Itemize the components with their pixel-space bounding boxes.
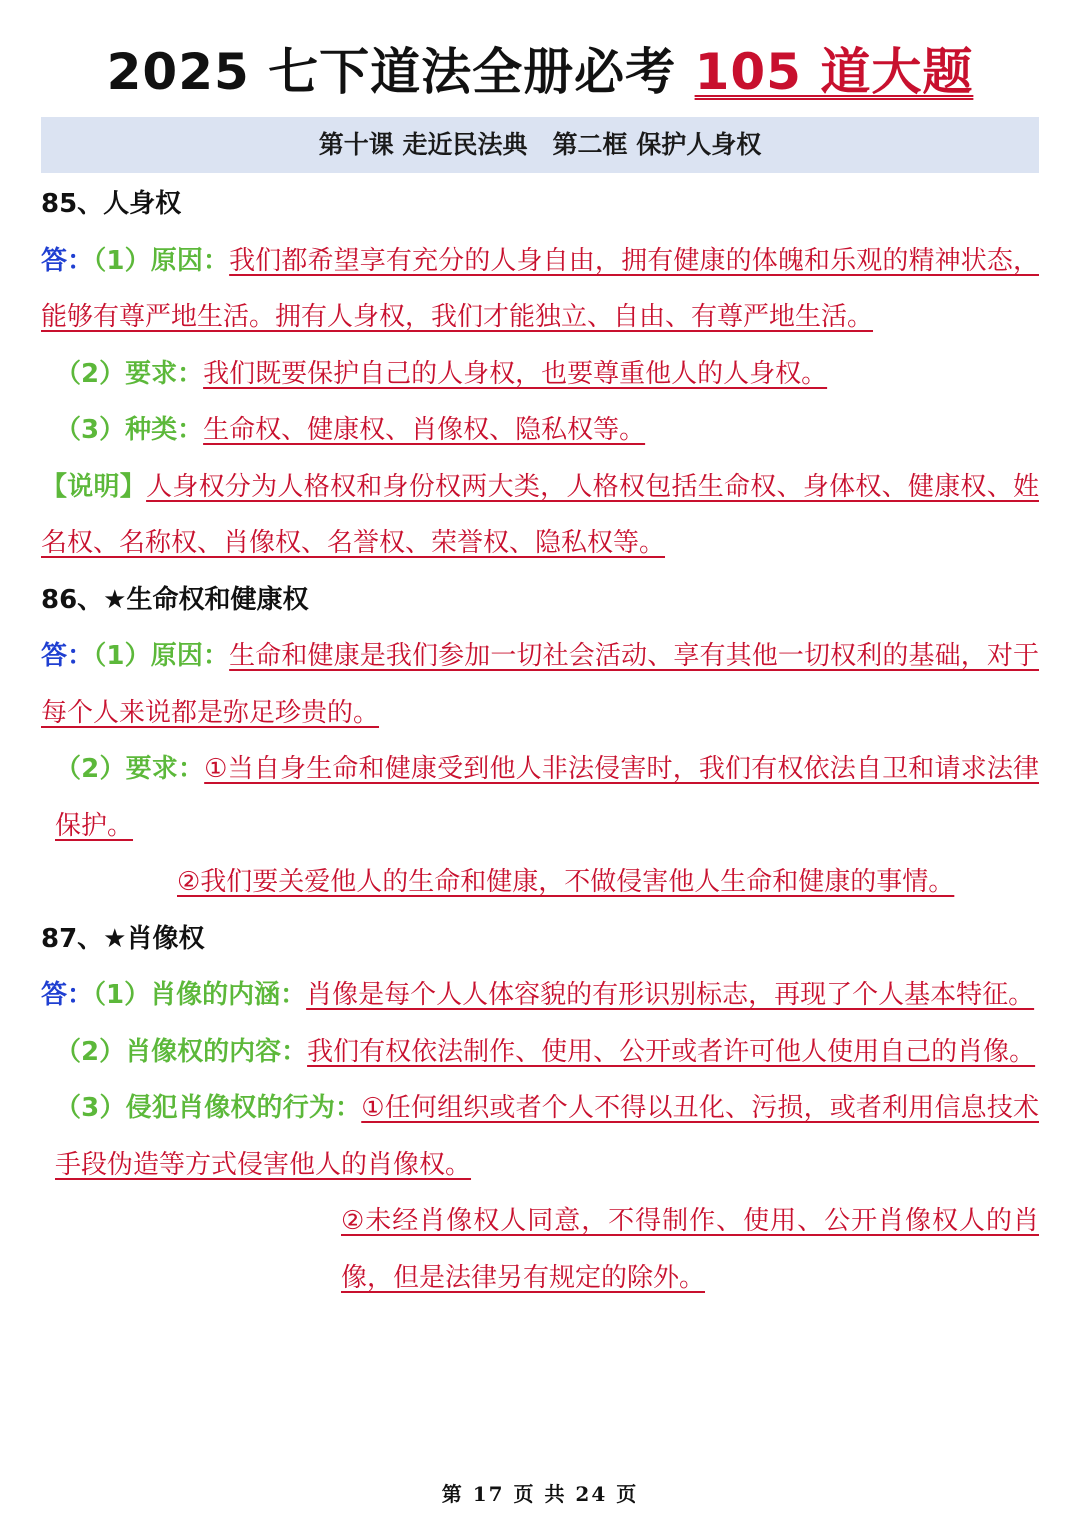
- item-label: （2）肖像权的内容：: [55, 1036, 308, 1067]
- title-highlight: 105 道大题: [694, 43, 974, 101]
- item-text: ①当自身生命和健康受到他人非法侵害时，我们有权依法自卫和请求法律保护。: [55, 754, 1040, 841]
- page-title: [0, 40, 1080, 104]
- question-title: 86、★生命权和健康权: [41, 584, 309, 615]
- item-label: （1）原因：: [93, 641, 230, 671]
- answer-label: 答：: [41, 980, 94, 1010]
- title-main: 2025 七下道法全册必考: [106, 43, 695, 101]
- answer-item: [41, 402, 1039, 459]
- page-footer: 第 17 页 共 24 页: [441, 1482, 639, 1506]
- answer-subitem: [41, 1193, 1039, 1306]
- question-title: 85、人身权: [41, 189, 182, 219]
- item-text: 我们都希望享有充分的人身自由，拥有健康的体魄和乐观的精神状态，能够有尊严地生活。拥有人身权，我们才能独立、自由、有尊严地生活。: [41, 245, 1039, 332]
- answer-label: 答：: [41, 245, 94, 276]
- note-item: [41, 459, 1039, 572]
- note-text: 人身权分为人格权和身份权两大类，人格权包括生命权、身体权、健康权、姓名权、名称权、肖像权、名誉权、荣誉权、隐私权等。: [41, 471, 1039, 558]
- item-text: 生命权、健康权、肖像权、隐私权等。: [203, 415, 646, 445]
- note-label: 【说明】: [41, 471, 147, 502]
- chapter-banner: 第十课 走近民法典 第二框 保护人身权: [41, 117, 1039, 173]
- answer-label: 答：: [41, 641, 94, 671]
- answer-item: [41, 1080, 1039, 1193]
- item-text: 肖像是每个人人体容貌的有形识别标志，再现了个人基本特征。: [306, 980, 1035, 1010]
- item-text: ②未经肖像权人同意，不得制作、使用、公开肖像权人的肖像，但是法律另有规定的除外。: [341, 1206, 1039, 1293]
- question-title: 87、★肖像权: [41, 923, 205, 954]
- item-label: （1）肖像的内涵：: [93, 980, 307, 1010]
- item-text: ①任何组织或者个人不得以丑化、污损，或者利用信息技术手段伪造等方式侵害他人的肖像权。: [55, 1093, 1039, 1180]
- item-label: （3）种类：: [55, 415, 204, 445]
- item-text: 生命和健康是我们参加一切社会活动、享有其他一切权利的基础，对于每个人来说都是弥足珍贵的。: [41, 641, 1039, 728]
- answer-item: [41, 628, 1039, 741]
- item-label: （3）侵犯肖像权的行为：: [55, 1093, 362, 1123]
- item-label: （2）要求：: [55, 358, 204, 389]
- answer-subitem: [41, 854, 1039, 911]
- answer-item: [41, 1024, 1039, 1081]
- answer-item: [41, 967, 1039, 1024]
- content: [41, 176, 1039, 1306]
- answer-item: [41, 741, 1039, 854]
- item-text: 我们有权依法制作、使用、公开或者许可他人使用自己的肖像。: [307, 1036, 1036, 1067]
- item-label: （1）原因：: [93, 245, 230, 276]
- item-label: （2）要求：: [55, 754, 205, 784]
- item-text: ②我们要关爱他人的生命和健康，不做侵害他人生命和健康的事情。: [177, 867, 955, 897]
- answer-item: [41, 233, 1039, 346]
- answer-item: [41, 346, 1039, 403]
- item-text: 我们既要保护自己的人身权，也要尊重他人的人身权。: [203, 358, 828, 389]
